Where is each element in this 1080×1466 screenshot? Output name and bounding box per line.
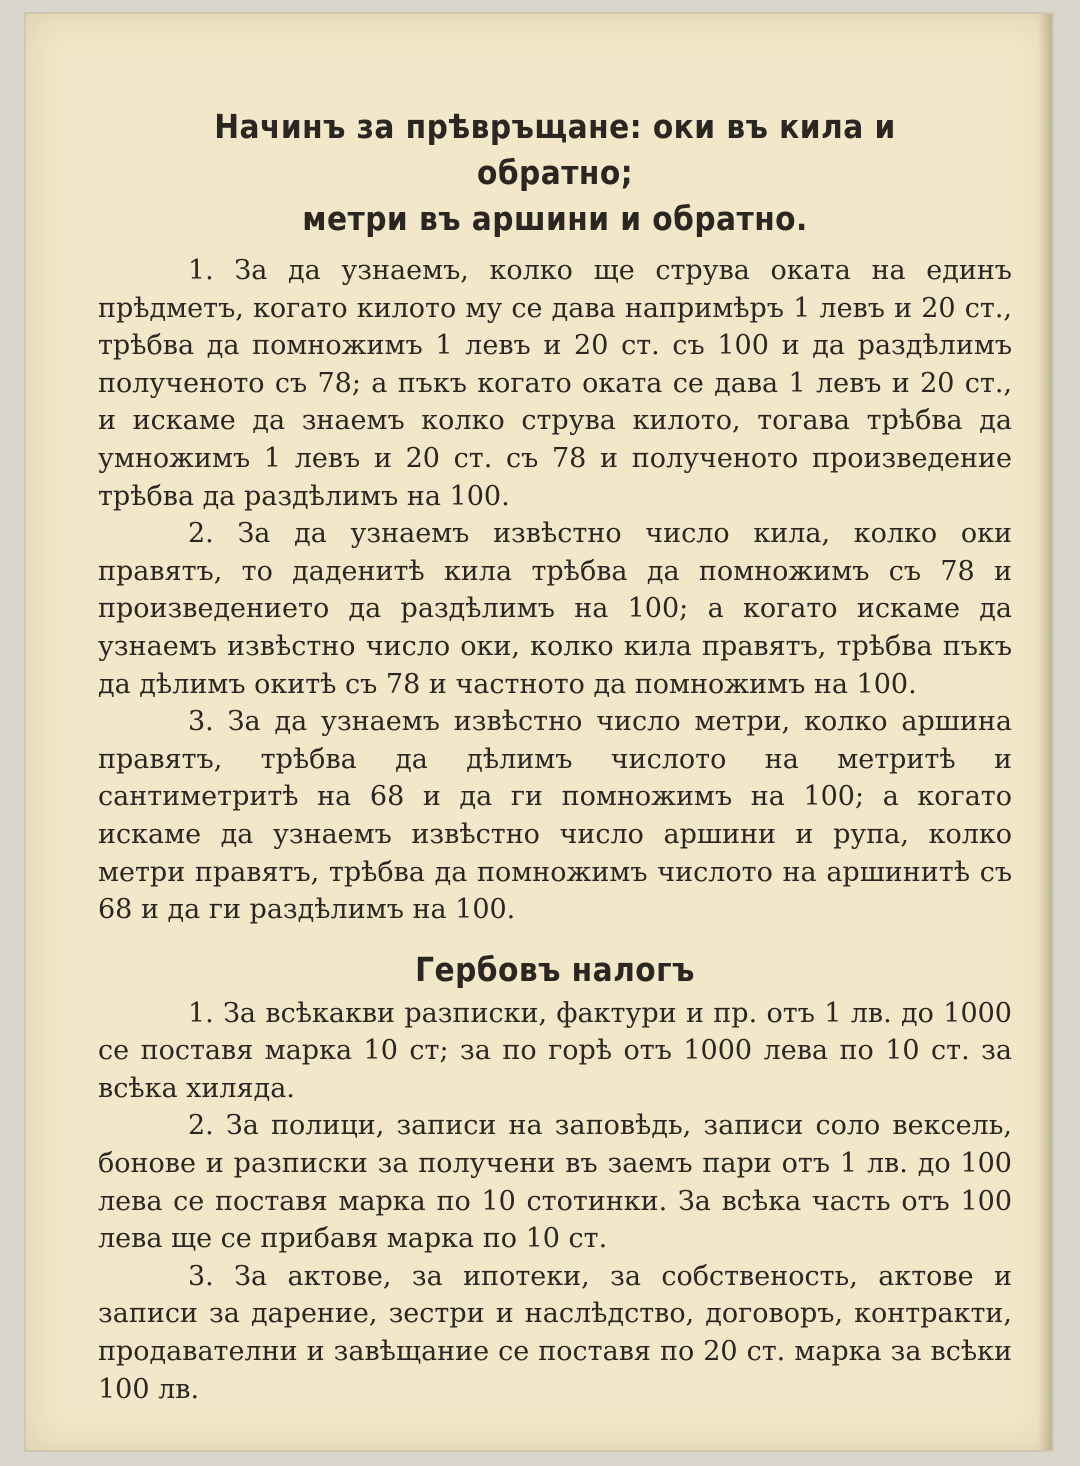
conversion-title-line-1: Начинъ за прѣвръщане: оки въ кила и обратно;	[214, 107, 896, 192]
conversion-paragraph-3: 3. За да узнаемъ извѣстно число метри, колко аршина правятъ, трѣбва да дѣлимъ числото на метритѣ и сантиметритѣ на 68 и да ги помножимъ на 100; а когато искаме да узнаемъ извѣстно число аршини и рупа, колко метри правятъ, трѣбва да помножимъ числото на аршинитѣ съ 68 и да ги раздѣлимъ на 100.	[98, 706, 1012, 926]
page-binding-shadow	[1038, 14, 1052, 1450]
conversion-paragraph-1: 1. За да узнаемъ, колко ще струва оката на единъ прѣдметъ, когато килото му се дава напримѣръ 1 левъ и 20 ст., трѣбва да помножимъ 1 левъ и 20 ст. съ 100 и да раздѣлимъ полученото съ 78; а пъкъ когато оката се дава 1 левъ и 20 ст., и искаме да знаемъ колко струва килото, тогава трѣбва да умножимъ 1 левъ и 20 ст. съ 78 и полученото произведение трѣбва да раздѣлимъ на 100.	[98, 255, 1012, 512]
stamp-tax-title: Гербовъ налогъ	[415, 949, 695, 989]
scanned-page	[26, 14, 1052, 1450]
stamp-tax-paragraph-3: 3. За актове, за ипотеки, за собственость, актове и записи за дарение, зестри и наслѣдство, договоръ, контракти, продавателни и завѣщание се поставя по 20 ст. марка за всѣки 100 лв.	[98, 1260, 1012, 1405]
conversion-paragraph-2: 2. За да узнаемъ извѣстно число кила, колко оки правятъ, то даденитѣ кила трѣбва да помножимъ съ 78 и произведението да раздѣлимъ на 100; а когато искаме да узнаемъ извѣстно число оки, колко кила правятъ, трѣбва пъкъ да дѣлимъ окитѣ съ 78 и частното да помножимъ на 100.	[98, 518, 1012, 700]
stamp-tax-paragraph-2: 2. За полици, записи на заповѣдь, записи соло вексель, бонове и разписки за получени въ заемъ пари отъ 1 лв. до 100 лева се поставя марка по 10 стотинки. За всѣка часть отъ 100 лева ще се прибавя марка по 10 ст.	[98, 1110, 1012, 1255]
conversion-title-line-2: метри въ аршини и обратно.	[302, 199, 808, 238]
stamp-tax-paragraph-1: 1. За всѣкакви разписки, фактури и пр. отъ 1 лв. до 1000 се поставя марка 10 ст; за по горѣ отъ 1000 лева по 10 ст. за всѣка хиляда.	[98, 997, 1012, 1104]
page-content	[98, 104, 1012, 1408]
